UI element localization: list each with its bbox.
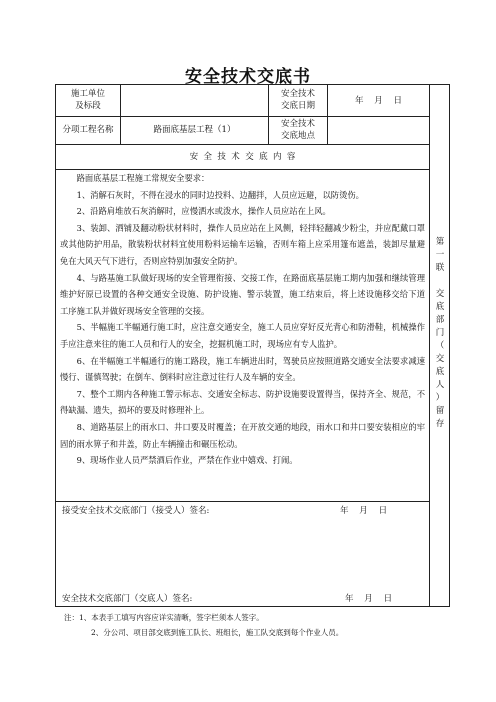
section-heading: 安 全 技 术 交 底 内 容 bbox=[189, 152, 296, 162]
footnotes bbox=[64, 610, 343, 640]
sidebar-char: 底 bbox=[435, 302, 445, 312]
date-label: 安全技术 交底日期 bbox=[280, 89, 315, 111]
sidebar-char: 交 bbox=[435, 289, 445, 299]
subproject-label: 分项工程名称 bbox=[62, 125, 114, 135]
sidebar-divider bbox=[429, 84, 430, 607]
sidebar-char: ） bbox=[435, 393, 445, 403]
content-item: 1、消解石灰时，不得在浸水的同时边投料、边翻拌，人员应远避，以防烫伤。 bbox=[76, 189, 364, 200]
sidebar-char: 一 bbox=[435, 250, 445, 260]
content-item: 6、在半幅施工半幅通行的施工路段，施工车辆进出时，驾驶员应按照道路交通安全法要求减速慢行、谨慎驾驶；在倒车、倒料时应注意过往行人及车辆的安全。 bbox=[60, 355, 425, 383]
footnote: 2、分公司、项目部交底到施工队长、班组长，施工队交底到每个作业人员。 bbox=[91, 628, 344, 637]
content-item: 7、整个工期内各种施工警示标志、交通安全标志、防护设施要设置得当，保持齐全、规范，不得缺漏、遗失，损坏的要及时修理补上。 bbox=[60, 388, 425, 416]
content-item: 8、道路基层上的雨水口、井口要及时覆盖；在开放交通的地段，雨水口和井口要安装相应的牢固的雨水箅子和井盖，防止车辆撞击和碾压松动。 bbox=[60, 421, 425, 449]
unit-value-field[interactable] bbox=[121, 88, 268, 114]
content-item: 2、沿路肩堆放石灰消解时，应慢洒水或泼水，操作人员应站在上风。 bbox=[76, 206, 331, 217]
location-value-field[interactable] bbox=[328, 118, 429, 142]
sidebar-char: 交 bbox=[435, 354, 445, 364]
subproject-value[interactable]: 路面底基层工程（1） bbox=[153, 125, 236, 135]
unit-label: 施工单位 及标段 bbox=[70, 89, 105, 111]
content-item: 9、现场作业人员严禁酒后作业，严禁在作业中嬉戏、打闹。 bbox=[76, 455, 298, 466]
copy-retention-note bbox=[431, 236, 449, 431]
content-item: 4、与路基施工队做好现场的安全管理衔接、交接工作，在路面底基层施工期内加强和继续管理维护好原已设置的各种交通安全设施、防护设施、警示装置，施工结束后，将上述设施移交给下道工序施工队并做好现场安全管理的交接。 bbox=[60, 272, 425, 316]
giver-signature-date[interactable]: 年 月 日 bbox=[345, 594, 393, 604]
sidebar-char: （ bbox=[435, 341, 445, 351]
safety-content bbox=[60, 170, 425, 469]
content-intro: 路面底基层工程施工常规安全要求： bbox=[76, 173, 210, 183]
sidebar-char: 留 bbox=[435, 406, 445, 416]
sidebar-char: 第 bbox=[435, 237, 445, 247]
sidebar-spacer bbox=[431, 275, 449, 288]
sidebar-char: 存 bbox=[435, 419, 445, 429]
receiver-signature-label: 接受安全技术交底部门（接受人）签名: bbox=[62, 506, 210, 516]
footnote: 注：1、本表手工填写内容应详实清晰，签字栏须本人签字。 bbox=[64, 613, 264, 622]
date-value[interactable]: 年 月 日 bbox=[354, 96, 403, 106]
content-item: 5、半幅施工半幅通行施工时，应注意交通安全，施工人员应穿好反光背心和防滑鞋，机械操作手应注意来往的施工人员和行人的安全，挖掘机施工时，现场应有专人监护。 bbox=[60, 322, 425, 349]
document-title: 安全技术交底书 bbox=[185, 67, 311, 87]
receiver-signature-date[interactable]: 年 月 日 bbox=[340, 506, 388, 516]
giver-signature-label: 安全技术交底部门（交底人）签名: bbox=[62, 594, 193, 604]
location-label: 安全技术 交底地点 bbox=[280, 119, 315, 141]
sidebar-char: 部 bbox=[435, 315, 445, 325]
sidebar-char: 门 bbox=[435, 328, 445, 338]
sidebar-char: 底 bbox=[435, 367, 445, 377]
row-divider bbox=[55, 144, 429, 145]
row-divider bbox=[55, 116, 429, 117]
row-divider bbox=[55, 501, 429, 502]
content-item: 3、装卸、洒铺及翻动粉状材料时，操作人员应站在上风侧，轻拌轻翻减少粉尘，并应配戴口罩或其他防护用品，散装粉状材料宜使用粉料运输车运输，否则车箱上应采用篷布遮盖，装卸尽量避免在大风天气下进行，否则应特别加强安全防护。 bbox=[60, 222, 425, 266]
sidebar-char: 人 bbox=[435, 380, 445, 390]
sidebar-char: 联 bbox=[435, 263, 445, 273]
